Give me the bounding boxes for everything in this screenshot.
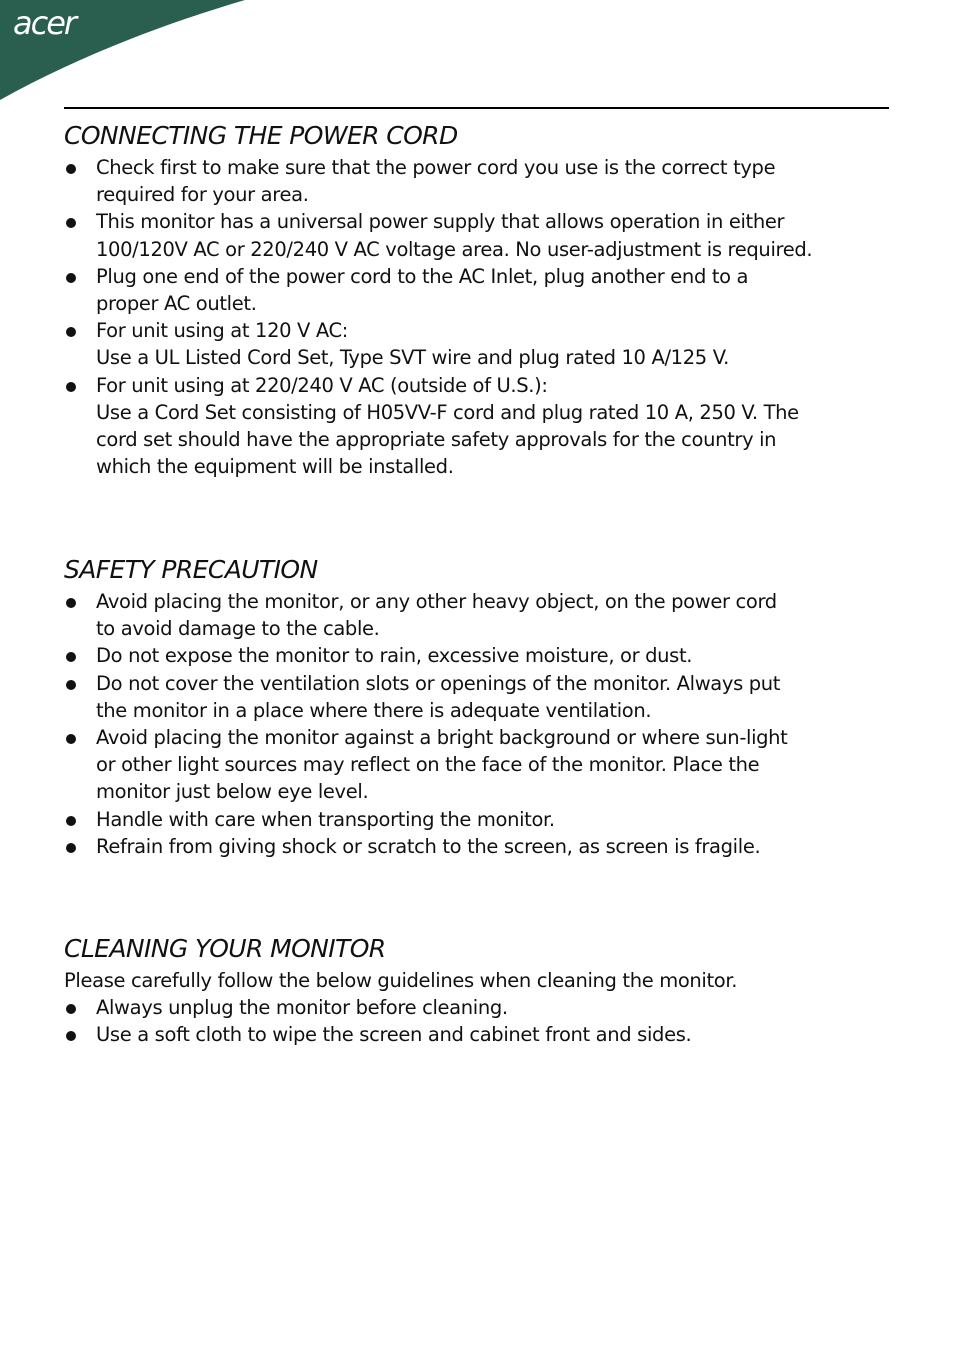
list-item-text: Always unplug the monitor before cleaning. (96, 996, 508, 1020)
logo-text: acer (13, 4, 76, 42)
section-title-safety: SAFETY PRECAUTION (64, 555, 318, 584)
page-content (64, 118, 894, 1047)
list-item-text: or other light sources may reflect on the face of the monitor. Place the (96, 753, 760, 777)
list-item-text: This monitor has a universal power supply that allows operation in either (96, 210, 785, 234)
bullet-dot-icon (66, 734, 76, 744)
bullet-dot-icon (66, 843, 76, 853)
list-item-text: to avoid damage to the cable. (96, 617, 380, 641)
bullet-dot-icon (66, 1031, 76, 1041)
bullet-dot-icon (66, 273, 76, 283)
list-item (64, 154, 894, 208)
bullet-dot-icon (66, 598, 76, 608)
list-item-text: Refrain from giving shock or scratch to the screen, as screen is fragile. (96, 834, 761, 858)
list-item-text: Handle with care when transporting the monitor. (96, 807, 555, 831)
bullet-dot-icon (66, 164, 76, 174)
list-item-text: For unit using at 120 V AC: (96, 319, 349, 343)
safety-bullet-list (64, 588, 894, 860)
list-item-text: Do not cover the ventilation slots or openings of the monitor. Always put (96, 671, 781, 695)
list-item (64, 724, 894, 806)
section-connecting-power-cord (64, 118, 894, 480)
bullet-dot-icon (66, 652, 76, 662)
list-item (64, 208, 894, 262)
list-item (64, 806, 894, 833)
list-item-text: monitor just below eye level. (96, 780, 369, 804)
list-item-text: required for your area. (96, 183, 309, 207)
list-item-text: Avoid placing the monitor, or any other heavy object, on the power cord (96, 590, 777, 613)
list-item-text: proper AC outlet. (96, 292, 257, 316)
list-item-text: Check first to make sure that the power cord you use is the correct type (96, 156, 776, 179)
bullet-dot-icon (66, 327, 76, 337)
list-item (64, 994, 894, 1021)
acer-logo (0, 0, 260, 110)
list-item (64, 263, 894, 317)
list-item (64, 1021, 894, 1048)
bullet-dot-icon (66, 218, 76, 228)
list-item-text: 100/120V AC or 220/240 V AC voltage area. No user-adjustment is required. (96, 237, 813, 261)
list-item (64, 317, 894, 371)
list-item-text: For unit using at 220/240 V AC (outside of U.S.): (96, 373, 548, 397)
list-item-text: Plug one end of the power cord to the AC Inlet, plug another end to a (96, 264, 749, 288)
section-safety-precaution (64, 552, 894, 860)
power-bullet-list (64, 154, 894, 480)
section-cleaning-monitor (64, 931, 894, 1049)
list-item (64, 372, 894, 481)
list-item (64, 833, 894, 860)
header-rule (64, 107, 889, 109)
list-item-text: Use a Cord Set consisting of H05VV-F cord and plug rated 10 A, 250 V. The (96, 400, 799, 424)
cleaning-bullet-list (64, 994, 894, 1048)
list-item-text: Use a UL Listed Cord Set, Type SVT wire and plug rated 10 A/125 V. (96, 346, 730, 370)
list-item (64, 588, 894, 642)
section-title-power: CONNECTING THE POWER CORD (64, 121, 458, 150)
list-item-text: Use a soft cloth to wipe the screen and cabinet front and sides. (96, 1023, 692, 1047)
list-item-text: Do not expose the monitor to rain, excessive moisture, or dust. (96, 644, 693, 668)
list-item-text: the monitor in a place where there is adequate ventilation. (96, 698, 652, 722)
section-title-cleaning: CLEANING YOUR MONITOR (64, 934, 386, 963)
list-item-text: which the equipment will be installed. (96, 455, 454, 479)
list-item (64, 642, 894, 669)
bullet-dot-icon (66, 816, 76, 826)
bullet-dot-icon (66, 1004, 76, 1014)
list-item-text: cord set should have the appropriate safety approvals for the country in (96, 428, 777, 452)
cleaning-intro: Please carefully follow the below guidelines when cleaning the monitor. (64, 969, 738, 992)
list-item-text: Avoid placing the monitor against a bright background or where sun-light (96, 726, 788, 750)
bullet-dot-icon (66, 382, 76, 392)
bullet-dot-icon (66, 680, 76, 690)
list-item (64, 670, 894, 724)
